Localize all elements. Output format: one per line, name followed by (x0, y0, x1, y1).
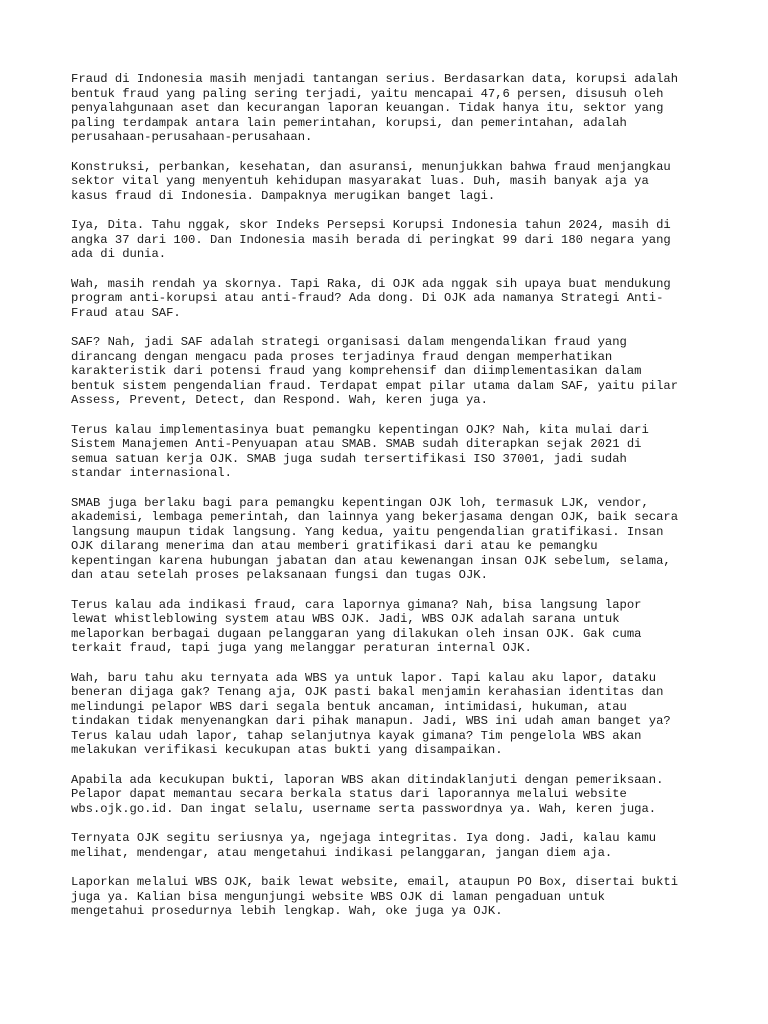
paragraph-9: Wah, baru tahu aku ternyata ada WBS ya untuk lapor. Tapi kalau aku lapor, dataku beneran dijaga gak? Tenang aja, OJK pasti bakal menjamin kerahasian identitas dan melindungi pelapor WBS dari segala bentuk ancaman, intimidasi, hukuman, atau tindakan tidak menyenangkan dari pihak manapun. Jadi, WBS ini udah aman banget ya? Terus kalau udah lapor, tahap selanjutnya kayak gimana? Tim pengelola WBS akan melakukan verifikasi kecukupan atas bukti yang disampaikan. (71, 670, 671, 757)
paragraph-11: Ternyata OJK segitu seriusnya ya, ngejaga integritas. Iya dong. Jadi, kalau kamu melihat, mendengar, atau mengetahui indikasi pelanggaran, jangan diem aja. (71, 831, 657, 860)
paragraph-6: Terus kalau implementasinya buat pemangku kepentingan OJK? Nah, kita mulai dari Sistem Manajemen Anti-Penyuapan atau SMAB. SMAB sudah diterapkan sejak 2021 di semua satuan kerja OJK. SMAB juga sudah tersertifikasi ISO 37001, jadi sudah standar internasional. (71, 422, 649, 480)
paragraph-5: SAF? Nah, jadi SAF adalah strategi organisasi dalam mengendalikan fraud yang dirancang dengan mengacu pada proses terjadinya fraud dengan memperhatikan karakteristik dari potensi fraud yang komprehensif dan diimplementasikan dalam bentuk sistem pengendalian fraud. Terdapat empat pilar utama dalam SAF, yaitu pilar Assess, Prevent, Detect, dan Respond. Wah, keren juga ya. (71, 335, 679, 407)
paragraph-2: Konstruksi, perbankan, kesehatan, dan asuransi, menunjukkan bahwa fraud menjangkau sektor vital yang menyentuh kehidupan masyarakat luas. Duh, masih banyak aja ya kasus fraud di Indonesia. Dampaknya merugikan banget lagi. (71, 159, 671, 203)
document-body (71, 72, 711, 934)
paragraph-7: SMAB juga berlaku bagi para pemangku kepentingan OJK loh, termasuk LJK, vendor, akademisi, lembaga pemerintah, dan lainnya yang bekerjasama dengan OJK, baik secara langsung maupun tidak langsung. Yang kedua, yaitu pengendalian gratifikasi. Insan OJK dilarang menerima dan atau memberi gratifikasi dari atau ke pemangku kepentingan karena hubungan jabatan dan atau kewenangan insan OJK sebelum, selama, dan atau setelah proses pelaksanaan fungsi dan tugas OJK. (71, 495, 679, 582)
paragraph-10: Apabila ada kecukupan bukti, laporan WBS akan ditindaklanjuti dengan pemeriksaan. Pelapor dapat memantau secara berkala status dari laporannya melalui website wbs.ojk.go.id. Dan ingat selalu, username serta passwordnya ya. Wah, keren juga. (71, 772, 664, 816)
paragraph-8: Terus kalau ada indikasi fraud, cara lapornya gimana? Nah, bisa langsung lapor lewat whistleblowing system atau WBS OJK. Jadi, WBS OJK adalah sarana untuk melaporkan berbagai dugaan pelanggaran yang dilakukan oleh insan OJK. Gak cuma terkait fraud, tapi juga yang melanggar peraturan internal OJK. (71, 597, 642, 655)
paragraph-4: Wah, masih rendah ya skornya. Tapi Raka, di OJK ada nggak sih upaya buat mendukung program anti-korupsi atau anti-fraud? Ada dong. Di OJK ada namanya Strategi Anti- Fraud atau SAF. (71, 276, 671, 320)
paragraph-1: Fraud di Indonesia masih menjadi tantangan serius. Berdasarkan data, korupsi adalah bentuk fraud yang paling sering terjadi, yaitu mencapai 47,6 persen, disusuh oleh penyalahgunaan aset dan kecurangan laporan keuangan. Tidak hanya itu, sektor yang paling terdampak antara lain pemerintahan, korupsi, dan pemerintahan, adalah perusahaan-perusahaan-perusahaan. (71, 72, 679, 144)
paragraph-12: Laporkan melalui WBS OJK, baik lewat website, email, ataupun PO Box, disertai bukti juga ya. Kalian bisa mengunjungi website WBS OJK di laman pengaduan untuk mengetahui prosedurnya lebih lengkap. Wah, oke juga ya OJK. (71, 875, 679, 918)
paragraph-3: Iya, Dita. Tahu nggak, skor Indeks Persepsi Korupsi Indonesia tahun 2024, masih di angka 37 dari 100. Dan Indonesia masih berada di peringkat 99 dari 180 negara yang ada di dunia. (71, 218, 671, 261)
